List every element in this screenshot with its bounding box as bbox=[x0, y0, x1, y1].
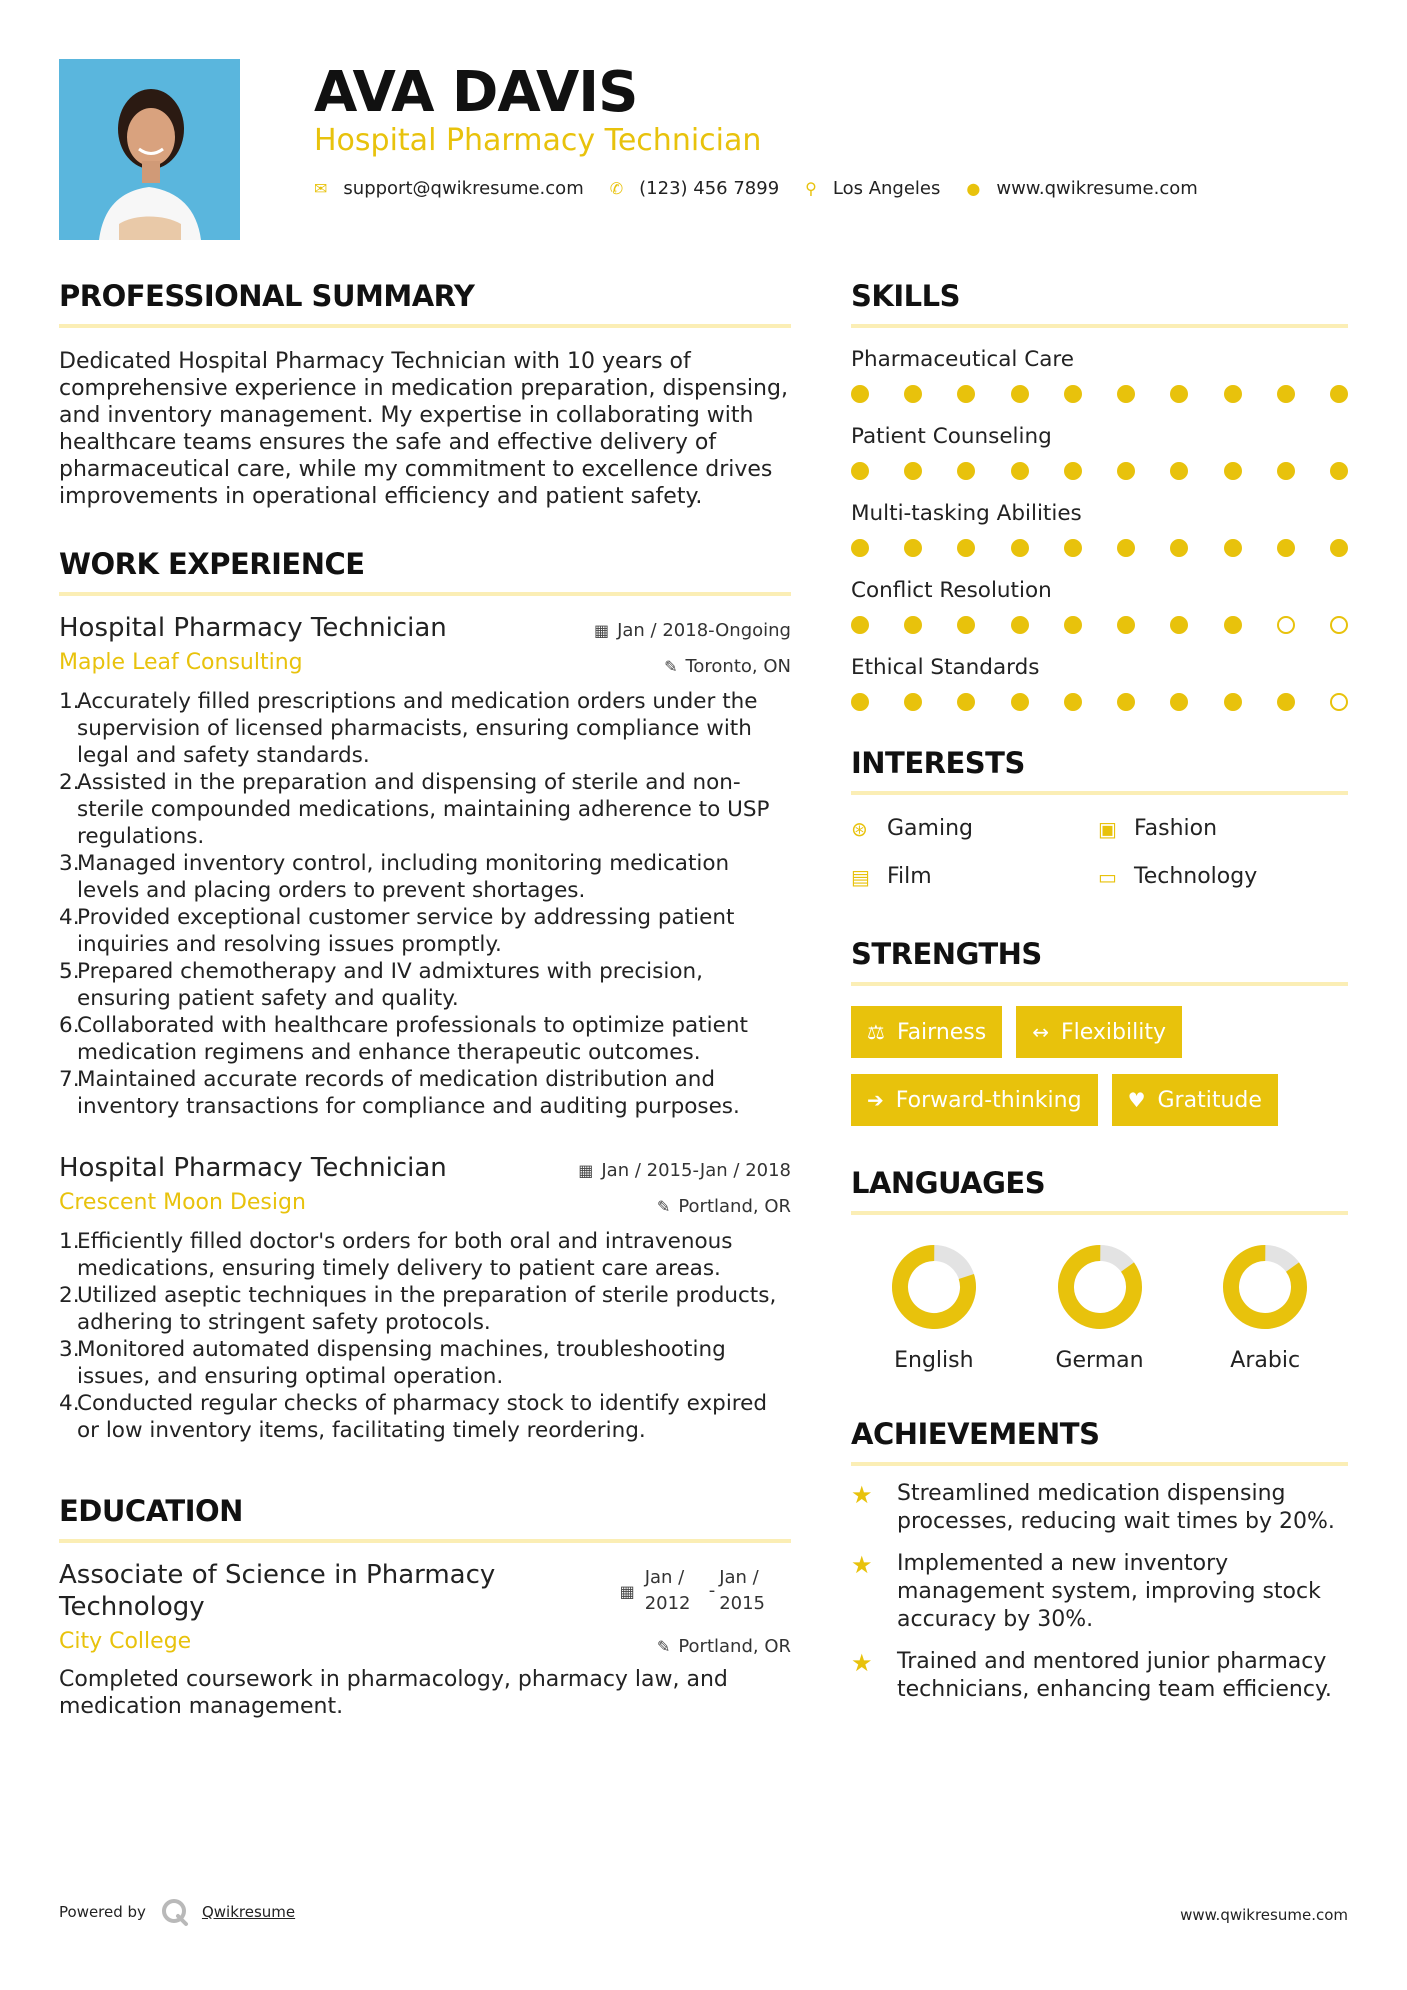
job-date-text: Jan / 2015-Jan / 2018 bbox=[601, 1160, 791, 1181]
job-location-text: Toronto, ON bbox=[685, 656, 791, 677]
section-divider bbox=[851, 1462, 1348, 1466]
job-company: Crescent Moon Design bbox=[59, 1190, 306, 1215]
language-name: German bbox=[1055, 1348, 1144, 1373]
language-donut bbox=[1056, 1243, 1144, 1331]
rating-dot-filled bbox=[1064, 616, 1082, 634]
interest-label: Film bbox=[887, 864, 932, 889]
start-year: 2012 bbox=[644, 1593, 691, 1614]
right-column bbox=[851, 277, 1348, 1704]
qwikresume-logo-icon bbox=[160, 1897, 190, 1927]
start-month: Jan / bbox=[644, 1567, 685, 1588]
languages-section bbox=[851, 1164, 1348, 1375]
rating-dot-filled bbox=[1170, 693, 1188, 711]
education-location-text: Portland, OR bbox=[678, 1636, 791, 1657]
strength-tag bbox=[1112, 1074, 1278, 1126]
rating-dot-filled bbox=[1330, 462, 1348, 480]
candidate-name: AVA DAVIS bbox=[314, 60, 638, 125]
job-location bbox=[657, 1196, 791, 1217]
globe-icon: ● bbox=[966, 179, 981, 198]
section-title-languages: LANGUAGES bbox=[851, 1166, 1046, 1200]
rating-dot-filled bbox=[904, 693, 922, 711]
rating-dot-filled bbox=[1330, 385, 1348, 403]
list-item: Maintained accurate records of medication distribution and inventory transactions for compliance and auditing purposes. bbox=[77, 1067, 740, 1119]
education-description: Completed coursework in pharmacology, pharmacy law, and medication management. bbox=[59, 1667, 728, 1719]
strength-tag bbox=[851, 1074, 1098, 1126]
laptop-icon: ▭ bbox=[1098, 865, 1117, 889]
strengths-section bbox=[851, 935, 1348, 1126]
list-item: Conducted regular checks of pharmacy stock to identify expired or low inventory items, facilitating timely reordering. bbox=[77, 1391, 768, 1443]
degree-title: Associate of Science in Pharmacy Technology bbox=[59, 1560, 496, 1622]
job-location-text: Portland, OR bbox=[678, 1196, 791, 1217]
rating-dot-filled bbox=[1277, 539, 1295, 557]
skill-item bbox=[851, 346, 1348, 404]
strength-label: Gratitude bbox=[1157, 1087, 1262, 1113]
star-icon: ★ bbox=[851, 1551, 873, 1579]
list-item: Prepared chemotherapy and IV admixtures with precision, ensuring patient safety and quality. bbox=[77, 959, 703, 1011]
interest-label: Gaming bbox=[887, 816, 973, 841]
rating-dot-empty bbox=[1330, 693, 1348, 711]
brand-link[interactable]: Qwikresume bbox=[201, 1903, 296, 1921]
donut-proficiency-arc bbox=[1221, 1243, 1309, 1331]
job-title: Hospital Pharmacy Technician bbox=[59, 613, 447, 643]
job-duties-list bbox=[59, 1228, 791, 1444]
achievement-text: Implemented a new inventory management system, improving stock accuracy by 30%. bbox=[897, 1551, 1321, 1632]
language-donut bbox=[890, 1243, 978, 1331]
list-item: Managed inventory control, including monitoring medication levels and placing orders to prevent shortages. bbox=[77, 851, 730, 903]
contact-email[interactable]: support@qwikresume.com bbox=[343, 178, 584, 199]
skill-rating bbox=[851, 615, 1348, 635]
powered-by-label: Powered by bbox=[59, 1903, 146, 1921]
rating-dot-filled bbox=[1224, 462, 1242, 480]
list-item: Assisted in the preparation and dispensing of sterile and non-sterile compounded medications, maintaining adherence to USP regulations. bbox=[77, 770, 770, 849]
rating-dot-filled bbox=[1117, 462, 1135, 480]
rating-dot-filled bbox=[1011, 616, 1029, 634]
list-item: Efficiently filled doctor's orders for both oral and intravenous medications, ensuring timely delivery to patient care areas. bbox=[77, 1229, 733, 1281]
interest-label: Fashion bbox=[1134, 816, 1218, 841]
rating-dot-filled bbox=[1277, 462, 1295, 480]
rating-dot-filled bbox=[1330, 539, 1348, 557]
rating-dot-filled bbox=[1011, 385, 1029, 403]
rating-dot-filled bbox=[851, 693, 869, 711]
section-divider bbox=[59, 1539, 791, 1543]
rating-dot-filled bbox=[1170, 539, 1188, 557]
strength-label: Fairness bbox=[896, 1019, 987, 1045]
rating-dot-filled bbox=[1170, 462, 1188, 480]
skills-section bbox=[851, 277, 1348, 712]
job-location bbox=[664, 656, 791, 677]
rating-dot-filled bbox=[904, 616, 922, 634]
profile-photo bbox=[59, 59, 240, 240]
left-column bbox=[59, 277, 791, 1720]
rating-dot-empty bbox=[1330, 616, 1348, 634]
skill-name: Ethical Standards bbox=[851, 655, 1040, 680]
rating-dot-filled bbox=[1117, 693, 1135, 711]
education-location bbox=[657, 1636, 791, 1657]
arrow-right-icon: ➔ bbox=[867, 1088, 884, 1112]
achievement-item bbox=[851, 1480, 1348, 1536]
rating-dot-filled bbox=[1011, 539, 1029, 557]
summary-text: Dedicated Hospital Pharmacy Technician with 10 years of comprehensive experience in medication preparation, dispensing, and inventory management. My expertise in collaborating with healthcare teams ensures the safe and effective delivery of pharmaceutical care, while my commitment to excellence drives improvements in operational efficiency and patient safety. bbox=[59, 349, 788, 509]
rating-dot-filled bbox=[957, 539, 975, 557]
section-divider bbox=[851, 1211, 1348, 1215]
rating-dot-filled bbox=[1170, 385, 1188, 403]
job-duties-list bbox=[59, 688, 791, 1120]
section-divider bbox=[851, 324, 1348, 328]
interest-item bbox=[851, 863, 1098, 891]
footer-powered-by bbox=[59, 1897, 295, 1927]
date-dash: - bbox=[708, 1580, 716, 1601]
rating-dot-filled bbox=[851, 385, 869, 403]
strength-label: Flexibility bbox=[1061, 1019, 1166, 1045]
rating-dot-filled bbox=[957, 462, 975, 480]
section-divider bbox=[851, 791, 1348, 795]
skill-rating bbox=[851, 461, 1348, 481]
interests-section bbox=[851, 744, 1348, 891]
rating-dot-filled bbox=[851, 539, 869, 557]
mail-icon: ✉ bbox=[314, 179, 328, 198]
location-pin-icon: ⚲ bbox=[805, 179, 817, 198]
section-title-strengths: STRENGTHS bbox=[851, 937, 1042, 971]
interest-item bbox=[1098, 815, 1348, 843]
rating-dot-filled bbox=[957, 693, 975, 711]
contact-phone[interactable]: (123) 456 7899 bbox=[639, 178, 780, 199]
school-name: City College bbox=[59, 1629, 192, 1654]
section-title-interests: INTERESTS bbox=[851, 746, 1025, 780]
contact-website[interactable]: www.qwikresume.com bbox=[996, 178, 1198, 199]
skill-item bbox=[851, 423, 1348, 481]
achievement-text: Trained and mentored junior pharmacy technicians, enhancing team efficiency. bbox=[897, 1649, 1332, 1702]
section-title-summary: PROFESSIONAL SUMMARY bbox=[59, 279, 475, 313]
experience-section bbox=[59, 545, 791, 1444]
languages-list bbox=[851, 1243, 1348, 1375]
language-name: English bbox=[894, 1348, 974, 1373]
language-item bbox=[1017, 1243, 1183, 1375]
pushpin-icon: ✎ bbox=[656, 1197, 671, 1216]
candidate-role: Hospital Pharmacy Technician bbox=[314, 123, 762, 158]
balance-scale-icon: ⚖ bbox=[867, 1020, 885, 1044]
avatar-illustration bbox=[59, 59, 240, 240]
rating-dot-filled bbox=[1064, 693, 1082, 711]
rating-dot-filled bbox=[1117, 539, 1135, 557]
rating-dot-filled bbox=[904, 539, 922, 557]
rating-dot-filled bbox=[851, 462, 869, 480]
education-entry bbox=[59, 1559, 791, 1720]
star-icon: ★ bbox=[851, 1649, 873, 1677]
interest-item bbox=[851, 815, 1098, 843]
strengths-tags bbox=[851, 1006, 1348, 1126]
film-icon: ▤ bbox=[851, 865, 870, 889]
skill-rating bbox=[851, 692, 1348, 712]
rating-dot-filled bbox=[1011, 693, 1029, 711]
strength-tag bbox=[851, 1006, 1002, 1058]
rating-dot-filled bbox=[1170, 616, 1188, 634]
skill-name: Patient Counseling bbox=[851, 424, 1052, 449]
section-title-experience: WORK EXPERIENCE bbox=[59, 547, 365, 581]
achievements-section bbox=[851, 1415, 1348, 1704]
job-entry bbox=[59, 612, 791, 1120]
job-entry bbox=[59, 1152, 791, 1444]
education-section bbox=[59, 1492, 791, 1720]
rating-dot-filled bbox=[1117, 616, 1135, 634]
achievement-text: Streamlined medication dispensing processes, reducing wait times by 20%. bbox=[897, 1481, 1335, 1534]
rating-dot-filled bbox=[1064, 539, 1082, 557]
skill-item bbox=[851, 577, 1348, 635]
footer-website[interactable]: www.qwikresume.com bbox=[1180, 1906, 1348, 1924]
job-date bbox=[594, 620, 791, 641]
language-item bbox=[1182, 1243, 1348, 1375]
calendar-icon: ▦ bbox=[619, 1581, 635, 1601]
rating-dot-filled bbox=[1224, 385, 1242, 403]
list-item: Monitored automated dispensing machines, troubleshooting issues, and ensuring optimal operation. bbox=[77, 1337, 726, 1389]
pushpin-icon: ✎ bbox=[656, 1637, 671, 1656]
skill-name: Pharmaceutical Care bbox=[851, 347, 1075, 372]
language-donut bbox=[1221, 1243, 1309, 1331]
rating-dot-filled bbox=[1011, 462, 1029, 480]
job-title: Hospital Pharmacy Technician bbox=[59, 1153, 447, 1183]
achievement-item bbox=[851, 1550, 1348, 1634]
skills-list bbox=[851, 346, 1348, 712]
rating-dot-filled bbox=[904, 462, 922, 480]
phone-icon: ✆ bbox=[609, 179, 624, 198]
section-title-education: EDUCATION bbox=[59, 1494, 243, 1528]
donut-proficiency-arc bbox=[1056, 1243, 1144, 1331]
rating-dot-filled bbox=[1277, 693, 1295, 711]
section-title-skills: SKILLS bbox=[851, 279, 960, 313]
rating-dot-filled bbox=[1224, 616, 1242, 634]
star-icon: ★ bbox=[851, 1481, 873, 1509]
list-item: Provided exceptional customer service by addressing patient inquiries and resolving issues promptly. bbox=[77, 905, 735, 957]
section-divider bbox=[59, 592, 791, 596]
arrows-horizontal-icon: ↔ bbox=[1032, 1020, 1049, 1044]
strength-tag bbox=[1016, 1006, 1182, 1058]
calendar-icon: ▦ bbox=[578, 1161, 594, 1180]
interest-item bbox=[1098, 863, 1348, 891]
contact-bar bbox=[314, 178, 1224, 199]
job-date-text: Jan / 2018-Ongoing bbox=[617, 620, 791, 641]
rating-dot-filled bbox=[1277, 385, 1295, 403]
education-dates bbox=[620, 1565, 765, 1617]
list-item: Collaborated with healthcare professionals to optimize patient medication regimens and enhance therapeutic outcomes. bbox=[77, 1013, 748, 1065]
rating-dot-filled bbox=[957, 385, 975, 403]
calendar-icon: ▦ bbox=[593, 621, 610, 640]
achievement-item bbox=[851, 1648, 1348, 1704]
contact-location: Los Angeles bbox=[832, 178, 941, 199]
end-year: 2015 bbox=[719, 1593, 765, 1614]
job-date bbox=[578, 1160, 791, 1181]
rating-dot-filled bbox=[1064, 385, 1082, 403]
section-title-achievements: ACHIEVEMENTS bbox=[851, 1417, 1100, 1451]
skill-item bbox=[851, 654, 1348, 712]
end-month: Jan / bbox=[719, 1567, 759, 1588]
skill-name: Conflict Resolution bbox=[851, 578, 1052, 603]
list-item: Accurately filled prescriptions and medication orders under the supervision of licensed pharmacists, ensuring compliance with legal and safety standards. bbox=[77, 689, 758, 768]
rating-dot-empty bbox=[1277, 616, 1295, 634]
strength-label: Forward-thinking bbox=[895, 1087, 1082, 1113]
shopping-bag-icon: ▣ bbox=[1098, 817, 1117, 841]
rating-dot-filled bbox=[1117, 385, 1135, 403]
language-item bbox=[851, 1243, 1017, 1375]
interests-grid bbox=[851, 815, 1348, 891]
rating-dot-filled bbox=[851, 616, 869, 634]
rating-dot-filled bbox=[1224, 539, 1242, 557]
donut-proficiency-arc bbox=[891, 1244, 977, 1330]
rating-dot-filled bbox=[1224, 693, 1242, 711]
rating-dot-filled bbox=[1064, 462, 1082, 480]
skill-name: Multi-tasking Abilities bbox=[851, 501, 1082, 526]
summary-section bbox=[59, 277, 791, 510]
skill-rating bbox=[851, 384, 1348, 404]
heart-icon: ♥ bbox=[1127, 1088, 1146, 1112]
section-divider bbox=[59, 324, 791, 328]
gamepad-icon: ⊛ bbox=[851, 817, 868, 841]
rating-dot-filled bbox=[957, 616, 975, 634]
skill-item bbox=[851, 500, 1348, 558]
interest-label: Technology bbox=[1134, 864, 1258, 889]
rating-dot-filled bbox=[904, 385, 922, 403]
section-divider bbox=[851, 982, 1348, 986]
pushpin-icon: ✎ bbox=[664, 657, 678, 676]
list-item: Utilized aseptic techniques in the preparation of sterile products, adhering to stringent safety protocols. bbox=[77, 1283, 777, 1335]
skill-rating bbox=[851, 538, 1348, 558]
job-company: Maple Leaf Consulting bbox=[59, 650, 303, 675]
language-name: Arabic bbox=[1230, 1348, 1301, 1373]
